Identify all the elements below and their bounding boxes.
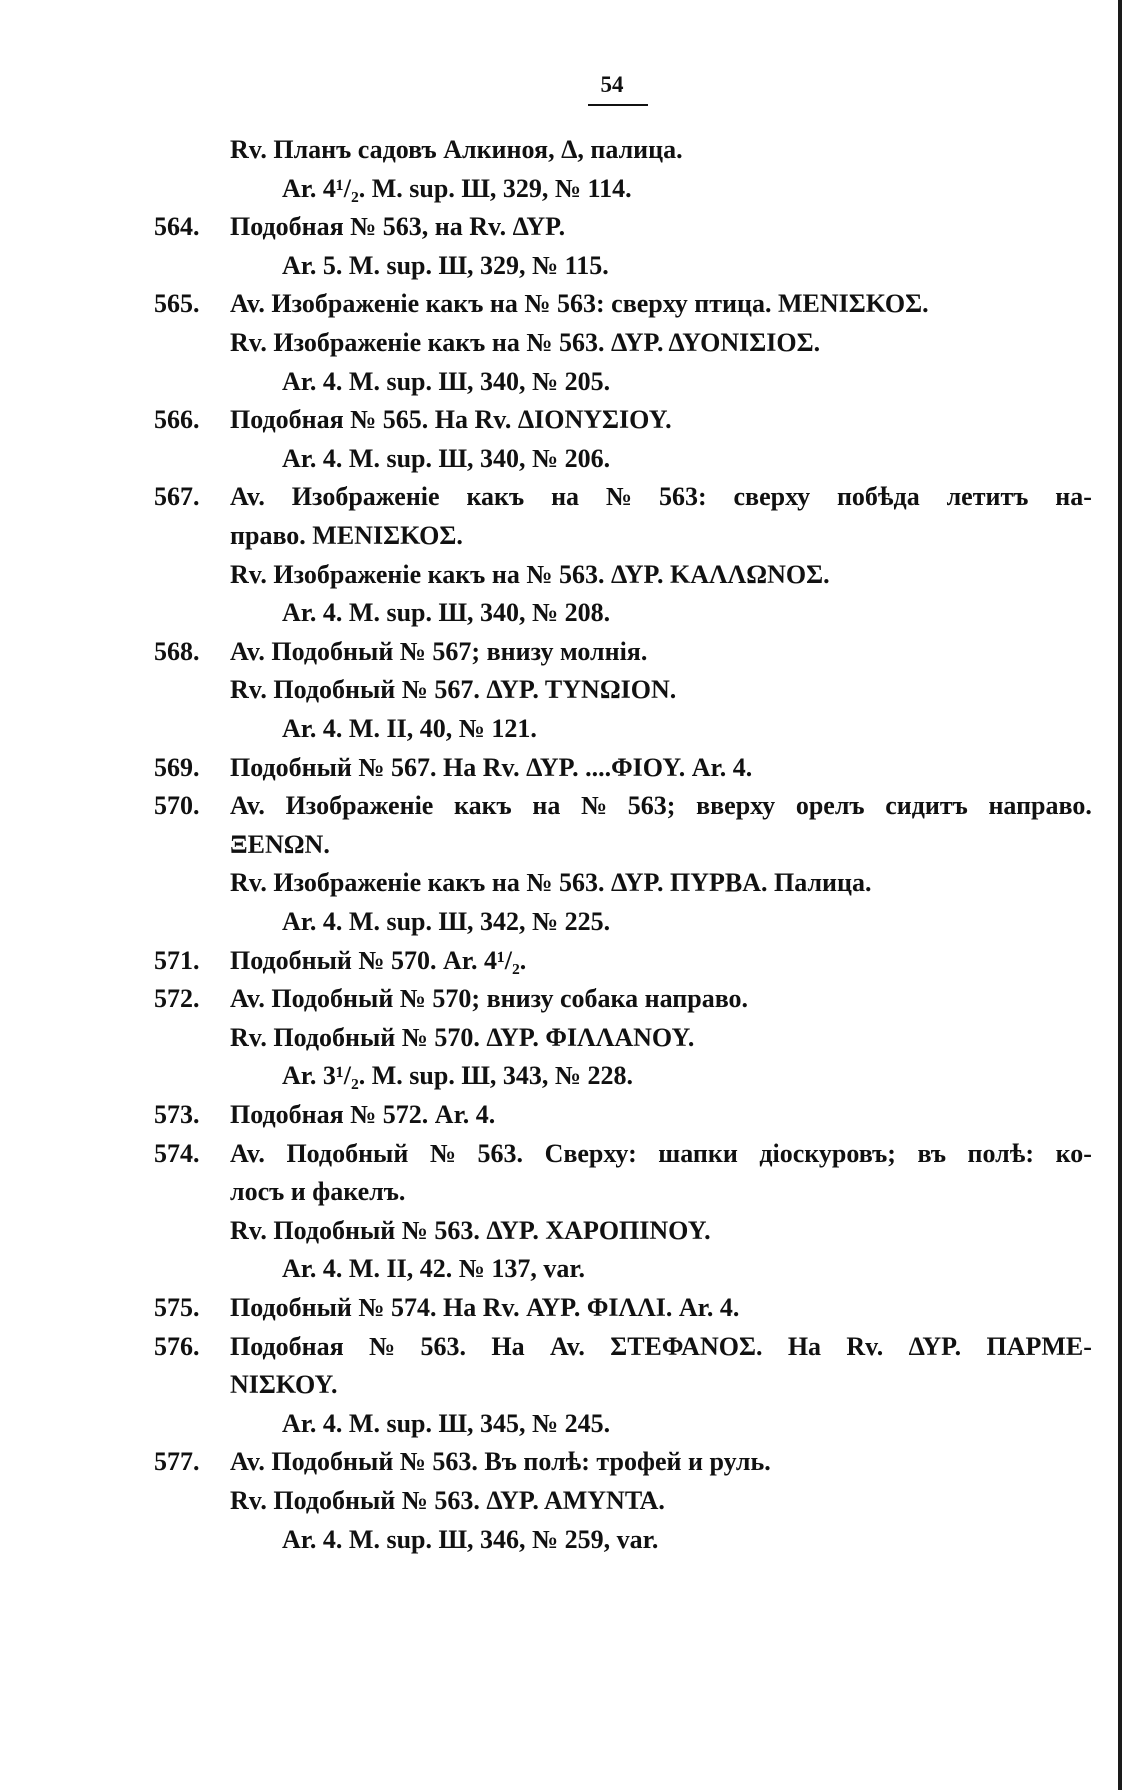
entry-text: Rv. Подобный № 563. ΔΥΡ. ΧΑΡΟΠΙΝΟΥ. (230, 1215, 711, 1245)
word: на (551, 482, 580, 512)
entry-text (230, 1135, 1092, 1173)
word: сидитъ (885, 791, 968, 821)
entry-text: лосъ и факелъ. (230, 1177, 406, 1207)
entry-text: Ar. 3¹/₂. M. sup. Ш, 343, № 228. (282, 1061, 633, 1091)
entry-number: 572. (154, 984, 200, 1014)
word: ΔΥΡ. (908, 1331, 962, 1361)
entry-text: право. ΜΕΝΙΣΚΟΣ. (230, 521, 463, 550)
entry-text: Rv. Изображеніе какъ на № 563. ΔΥΡ. ΚΑΛΛΩΝΟΣ. (230, 559, 830, 589)
entry-text: Av. Изображеніе какъ на № 563: сверху птица. ΜΕΝΙΣΚΟΣ. (230, 289, 929, 319)
word: Подобный (286, 1138, 409, 1168)
entry-number: 569. (154, 752, 200, 782)
page-edge-shadow (1118, 0, 1122, 1790)
word: полѣ: (967, 1138, 1035, 1168)
word: какъ (466, 482, 525, 512)
word: Сверху: (544, 1138, 637, 1168)
entry-text: Av. Подобный № 567; внизу молнія. (230, 636, 648, 666)
entry-number: 574. (154, 1138, 200, 1168)
entry-text (230, 787, 1092, 825)
entry-text: Rv. Подобный № 563. ΔΥΡ. ΑΜΥΝΤΑ. (230, 1486, 665, 1515)
word: вверху (696, 791, 776, 821)
word: 563. (420, 1331, 467, 1361)
word: діоскуровъ; (759, 1138, 896, 1168)
word: ко- (1055, 1138, 1092, 1168)
entry-text: Подобная № 565. На Rv. ΔΙΟΝΥΣΙΟΥ. (230, 405, 672, 435)
entry-text: Ar. 4¹/₂. M. sup. Ш, 329, № 114. (282, 173, 632, 203)
entry-number: 565. (154, 289, 200, 319)
word: шапки (658, 1138, 738, 1168)
entry-text (230, 1328, 1092, 1366)
word: На (491, 1331, 525, 1361)
entry-text (230, 478, 1092, 516)
word: Av. (230, 1138, 265, 1168)
word: въ (917, 1138, 947, 1168)
word: Av. (230, 791, 265, 821)
entry-number: 573. (154, 1100, 200, 1129)
word: Изображеніе (291, 482, 440, 512)
word: на- (1055, 482, 1092, 512)
entry-text: Rv. Подобный № 567. ΔΥΡ. ΤΥΝΩΙΟΝ. (230, 675, 677, 705)
word: ΠΑΡΜΕ- (986, 1331, 1092, 1361)
entry-text: Ar. 4. M. sup. Ш, 342, № 225. (282, 907, 611, 936)
word: Av. (549, 1331, 585, 1361)
entry-text: Подобная № 563, на Rv. ΔΥΡ. (230, 212, 566, 242)
entry-text: Подобный № 574. На Rv. ΑΥΡ. ΦΙΛΛΙ. Ar. 4. (230, 1293, 740, 1322)
word: побѣда (836, 482, 920, 512)
entry-text: Rv. Подобный № 570. ΔΥΡ. ΦΙΛΛΑΝΟΥ. (230, 1022, 695, 1052)
entry-number: 570. (154, 791, 200, 821)
entry-text: Ar. 4. M. sup. Ш, 340, № 208. (282, 598, 611, 628)
entry-number: 575. (154, 1293, 200, 1322)
entry-text: Ar. 4. M. II, 40, № 121. (282, 714, 537, 743)
entry-text: Ar. 5. M. sup. Ш, 329, № 115. (282, 250, 609, 280)
entry-text: ΝΙΣΚΟΥ. (230, 1370, 338, 1400)
word: Изображеніе (285, 791, 434, 821)
entry-text: Подобный № 567. На Rv. ΔΥΡ. ....ΦΙΟΥ. Ar. 4. (230, 752, 753, 782)
entry-text: Ar. 4. M. II, 42. № 137, var. (282, 1254, 585, 1284)
page-number: 54 (600, 72, 624, 97)
entry-text: Ar. 4. M. sup. Ш, 345, № 245. (282, 1408, 611, 1438)
entry-number: 576. (154, 1331, 200, 1361)
word: на (532, 791, 561, 821)
entry-number: 567. (154, 482, 200, 512)
word: Подобная (230, 1331, 344, 1361)
word: ΣΤΕΦΑΝΟΣ. (610, 1331, 763, 1361)
word: 563: (658, 482, 707, 512)
entry-number: 566. (154, 405, 200, 435)
entry-text: ΞΕΝΩΝ. (230, 829, 330, 859)
entry-text: Подобный № 570. Ar. 4¹/₂. (230, 945, 527, 975)
word: Av. (230, 482, 265, 512)
word: орелъ (795, 791, 865, 821)
entry-number: 568. (154, 636, 200, 666)
entry-text: Ar. 4. M. sup. Ш, 346, № 259, var. (282, 1524, 659, 1554)
word: направо. (988, 791, 1092, 821)
word: 563. (477, 1138, 524, 1168)
entry-text: Ar. 4. M. sup. Ш, 340, № 206. (282, 443, 611, 473)
entry-text: Rv. Изображеніе какъ на № 563. ΔΥΡ. ΔΥΟΝΙΣΙΟΣ. (230, 328, 821, 357)
word: какъ (453, 791, 512, 821)
word: 563; (627, 791, 676, 821)
word: № (580, 791, 608, 821)
entry-text: Av. Подобный № 563. Въ полѣ: трофей и руль. (230, 1447, 771, 1477)
entry-text: Rv. Планъ садовъ Алкиноя, Δ, палица. (230, 135, 683, 164)
entry-text: Подобная № 572. Ar. 4. (230, 1100, 496, 1129)
word: летитъ (946, 482, 1029, 512)
page-number-rule (588, 104, 648, 106)
word: № (429, 1138, 457, 1168)
word: Rv. (846, 1331, 884, 1361)
word: № (605, 482, 633, 512)
entry-number: 571. (154, 945, 200, 975)
entry-text: Rv. Изображеніе какъ на № 563. ΔΥΡ. ΠΥΡΒΑ. Палица. (230, 868, 872, 898)
entry-number: 564. (154, 212, 200, 242)
entry-number: 577. (154, 1447, 200, 1477)
entry-text: Ar. 4. M. sup. Ш, 340, № 205. (282, 366, 611, 396)
word: На (787, 1331, 822, 1361)
word: сверху (733, 482, 811, 512)
entry-text: Av. Подобный № 570; внизу собака направо. (230, 984, 749, 1014)
word: № (369, 1331, 396, 1361)
